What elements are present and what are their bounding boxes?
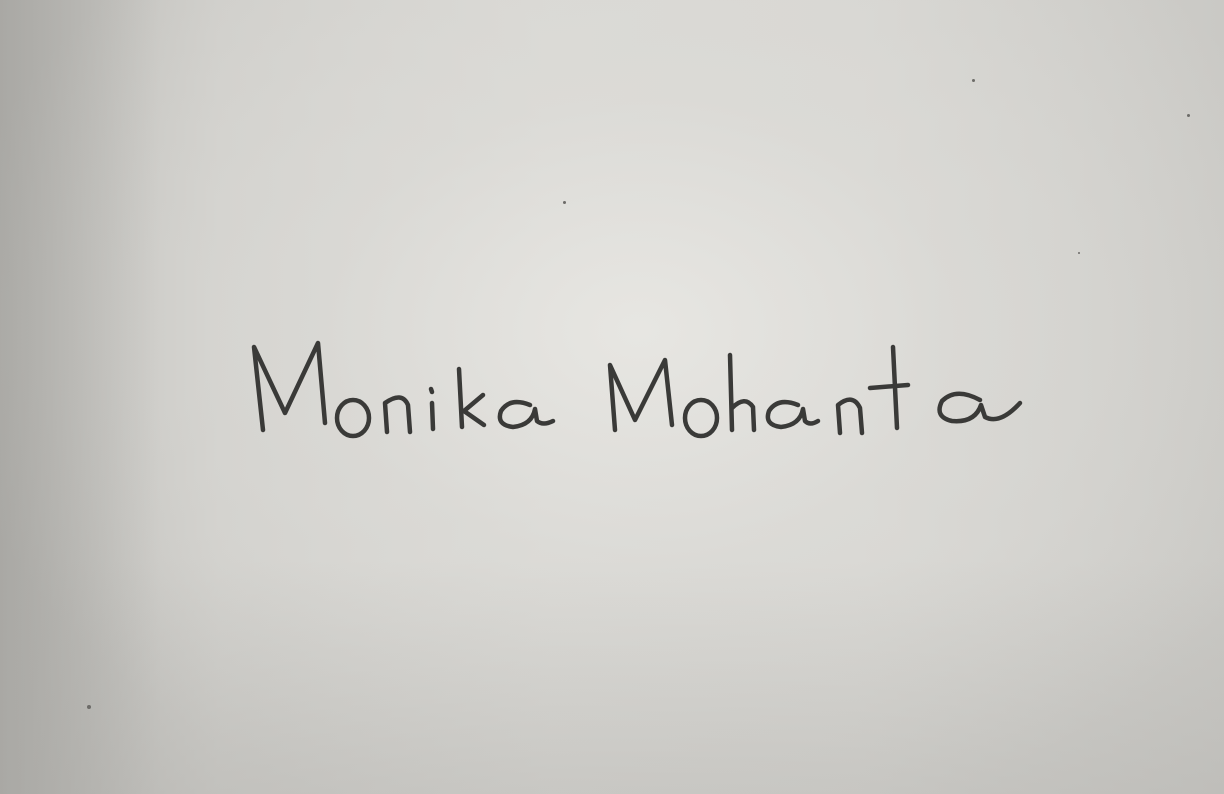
paper-speck [1078,252,1080,254]
paper-speck [87,705,91,709]
paper-shadow-bottom [0,560,1224,794]
paper-speck [1187,114,1190,117]
signature-drawing [240,325,1040,455]
paper-speck [972,79,975,82]
handwritten-signature [240,325,1040,455]
paper-speck [563,201,566,204]
